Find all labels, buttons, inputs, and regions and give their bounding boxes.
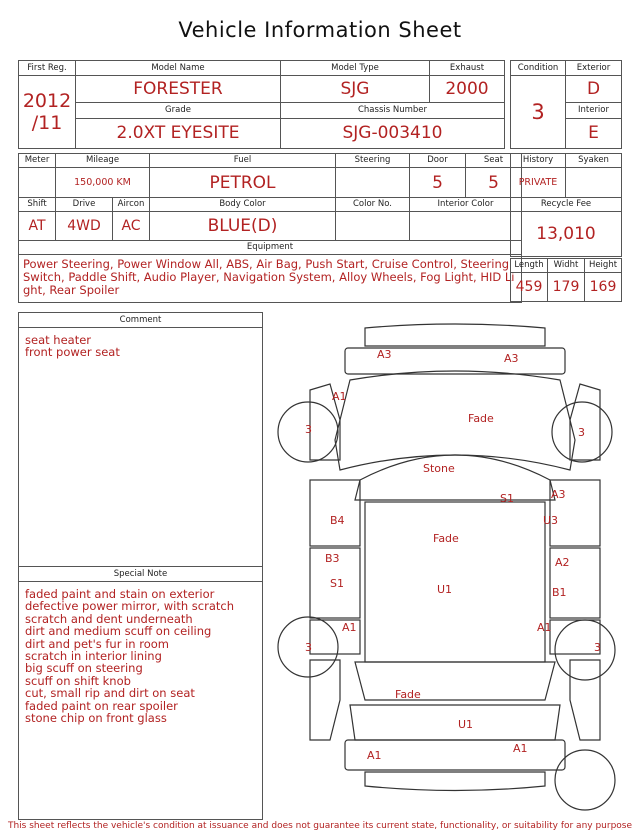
mark-windshield-right: S1 [500,492,514,505]
first-reg-month: /11 [31,112,63,135]
shift-label: Shift [27,199,47,210]
color-no-label: Color No. [352,199,392,210]
condition-value: 3 [531,100,545,125]
note-line: dirt and medium scuff on ceiling [25,624,212,639]
mark-front-right-wheel: 3 [578,426,585,439]
note-line: scratch and dent underneath [25,611,193,626]
history-value: PRIVATE [518,177,558,188]
mark-front-left-wheel: 3 [305,423,312,436]
car-damage-diagram [270,320,640,830]
model-name-value: FORESTER [133,79,223,100]
steering-label: Steering [354,155,391,166]
specs-table [18,153,522,303]
mark-front-left-fender: A1 [332,390,347,403]
left-front-door [310,480,360,546]
special-note-lines [19,582,262,730]
mark-rear-left-wheel: 3 [305,641,312,654]
comment-lines [19,328,262,365]
recycle-fee-label: Recycle Fee [540,199,592,209]
fuel-value: PETROL [209,172,276,193]
comment-box [18,312,263,567]
mark-left-rear-door-2: S1 [330,577,344,590]
exhaust-value: 2000 [445,79,489,100]
note-line: cut, small rip and dirt on seat [25,686,195,701]
chassis-value: SJG-003410 [342,123,443,144]
first-reg-value [19,76,76,149]
body-color-value: BLUE(D) [207,215,278,236]
mark-tailgate: Fade [395,688,421,701]
height-label: Height [588,260,618,270]
equipment-list: Power Steering, Power Window All, ABS, Air Bag, Push Start, Cruise Control, Steering Switch, Paddle Shift, Audio Player, Navigation System, Alloy Wheels, Fog Light, HID Light, Rear Spoiler [23,256,515,297]
history-label: History [522,155,554,165]
comment-line: seat heater [25,333,92,347]
body-color-label: Body Color [219,199,266,210]
comment-line: front power seat [25,345,120,360]
mark-left-rear-door-1: B3 [325,552,340,565]
meter-label: Meter [24,155,50,166]
seat-value: 5 [488,172,499,193]
fuel-label: Fuel [233,155,252,166]
mark-rear-left-quarter: A1 [342,621,357,634]
mark-windshield: Stone [423,462,455,475]
note-line: big scuff on steering [25,661,143,676]
aircon-value: AC [121,217,141,234]
length-value: 459 [515,279,543,295]
note-line: scuff on shift knob [25,673,131,688]
rear-right-fender [570,660,600,740]
rear-right-wheel [555,620,615,680]
rear-window-outline [355,662,555,700]
condition-table [510,60,622,149]
note-line: stone chip on front glass [25,711,167,726]
first-reg-label: First Reg. [27,62,67,73]
mark-rear-right-quarter: A1 [537,621,552,634]
mark-roof: Fade [433,532,459,545]
model-type-value: SJG [340,79,370,100]
mark-right-rear-door-1: A2 [555,556,570,569]
special-note-box [18,566,263,820]
height-value: 169 [589,279,617,295]
mark-left-front-door: B4 [330,514,345,527]
aircon-label: Aircon [117,199,145,210]
front-right-fender [570,384,600,460]
length-label: Length [514,260,544,270]
width-label: Widht [553,260,579,270]
mark-roof-rear: U1 [437,583,453,596]
windshield-outline [355,455,555,500]
door-value: 5 [432,172,443,193]
interior-label: Interior [577,105,609,116]
mark-front-bumper-left: A3 [377,348,392,361]
grade-label: Grade [165,105,191,116]
seat-label: Seat [483,155,504,166]
note-line: faded paint and stain on exterior [25,587,215,601]
mark-rear-bumper-right: A1 [513,742,528,755]
exhaust-label: Exhaust [449,62,485,73]
tailgate-outline [350,705,560,740]
page-title: Vehicle Information Sheet [178,18,462,42]
note-line: faded paint on rear spoiler [25,698,178,713]
exterior-label: Exterior [576,62,611,73]
mark-front-bumper-right: A3 [504,352,519,365]
syaken-label: Syaken [578,155,609,165]
body-outline [365,502,545,662]
mark-front-right-fender: A3 [551,488,566,501]
rear-bumper-lower [365,772,545,791]
drive-label: Drive [72,199,96,210]
drive-value: 4WD [67,217,101,234]
spare-wheel [555,750,615,810]
first-reg-year: 2012 [22,90,72,113]
condition-label: Condition [517,62,559,73]
width-value: 179 [552,279,580,295]
mark-rear-right-wheel: 3 [594,641,601,654]
model-type-label: Model Type [331,62,379,73]
mileage-value: 150,000 KM [74,177,131,189]
mark-rear-bumper-left: A1 [367,749,382,762]
special-note-label: Special Note [19,567,262,582]
note-line: scratch in interior lining [25,649,162,664]
interior-value: E [588,123,599,144]
mileage-label: Mileage [85,155,120,166]
chassis-label: Chassis Number [357,105,428,116]
dimensions-table [510,258,622,302]
equipment-label: Equipment [246,241,294,252]
interior-color-label: Interior Color [437,199,494,210]
mark-right-rear-door-2: B1 [552,586,567,599]
disclaimer-footer: This sheet reflects the vehicle's condition at issuance and does not guarantee its current state, functionality, or suitability for any purpose [7,821,633,831]
door-label: Door [427,155,448,166]
comment-label: Comment [19,313,262,328]
history-table [510,153,622,257]
model-name-label: Model Name [151,62,205,73]
note-line: dirt and pet's fur in room [25,636,169,651]
recycle-fee-value: 13,010 [536,224,596,244]
vehicle-header-table [18,60,505,149]
mark-hood: Fade [468,412,494,425]
exterior-value: D [586,79,601,100]
shift-value: AT [28,217,46,234]
mark-right-front-door: U3 [543,514,559,527]
grade-value: 2.0XT EYESITE [116,123,240,144]
mark-tailgate-lower: U1 [458,718,474,731]
note-line: defective power mirror, with scratch [25,599,234,614]
front-bumper-outline [365,324,545,346]
